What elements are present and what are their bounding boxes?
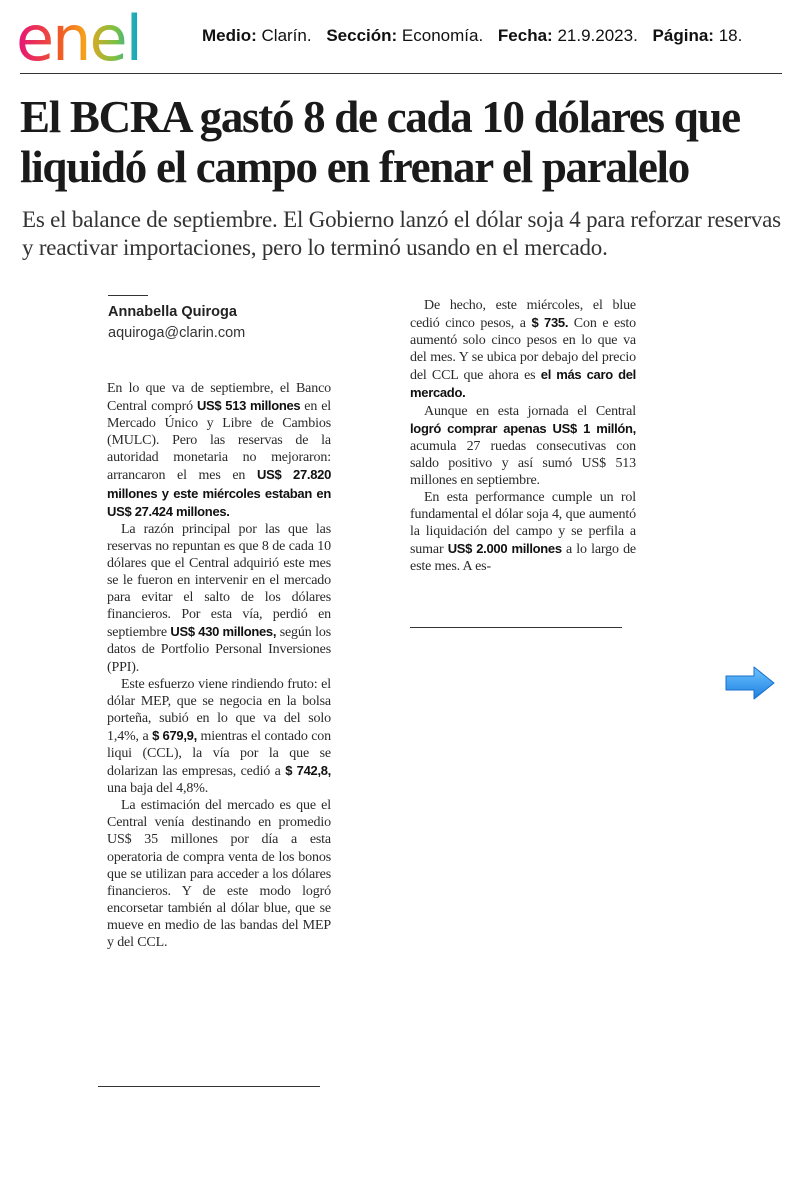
paragraph-4: La estimación del mercado es que el Central venía destinando en promedio US$ 35 millones por día a esta operatoria de compra venta de los bonos que se utilizan para acceder a los dólares financieros. Y de este modo logró encorsetar también al dólar blue, que se mueve en medio de las bandas del MEP y del CCL.	[107, 798, 331, 950]
medio-label: Medio:	[202, 26, 257, 45]
paragraph-2: La razón principal por las que las reservas no repuntan es que 8 de cada 10 dólares que el Central adquirió este mes se le fueron en intervenir en el mercado para evitar el salto de los dólares financieros. Por esta vía, perdió en septiembre US$ 430 millones, según los datos de Portfolio Personal Inversiones (PPI).	[107, 521, 331, 675]
article-headline: El BCRA gastó 8 de cada 10 dólares que liquidó el campo en frenar el paralelo	[20, 92, 740, 192]
article-column-2	[410, 297, 636, 576]
paragraph-6: Aunque en esta jornada el Central logró comprar apenas US$ 1 millón, acumula 27 ruedas consecutivas con saldo positivo y así sumó US$ 513 millones en septiembre.	[410, 403, 636, 488]
author-email: aquiroga@clarin.com	[108, 325, 246, 341]
enel-logo	[14, 6, 182, 66]
logo-wordmark: enel	[16, 6, 141, 66]
pagina-value: 18.	[718, 26, 743, 45]
paragraph-3: Este esfuerzo viene rindiendo fruto: el dólar MEP, que se negocia en la bolsa porteña, subió en lo que va del solo 1,4%, a $ 679,9, mientras el contado con liqui (CCL), la vía por la que se dolarizan las empresas, cedió a $ 742,8, una baja del 4,8%.	[107, 676, 331, 797]
article-subhead: Es el balance de septiembre. El Gobierno lanzó el dólar soja 4 para reforzar reservas y reactivar importaciones, pero lo terminó usando en el mercado.	[22, 207, 781, 260]
seccion-label: Sección:	[326, 26, 398, 45]
paragraph-7: En esta performance cumple un rol fundamental el dólar soja 4, que aumentó la liquidación del campo y se perfila a sumar US$ 2.000 millones a lo largo de este mes. A es-	[410, 490, 636, 575]
column-1-end-rule	[98, 1086, 320, 1087]
paragraph-1: En lo que va de septiembre, el Banco Central compró US$ 513 millones en el Mercado Único y Libre de Cambios (MULC). Pero las reservas de la autoridad monetaria no mejoraron: arrancaron el mes en US$ 27.820 millones y este miércoles estaban en US$ 27.424 millones.	[107, 381, 332, 519]
fecha-label: Fecha:	[497, 26, 553, 45]
article-column-1	[107, 380, 331, 951]
pagina-label: Página:	[652, 26, 714, 45]
medio-value: Clarín.	[261, 26, 312, 45]
source-metadata	[202, 26, 792, 46]
header-divider	[20, 73, 782, 74]
paragraph-5: De hecho, este miércoles, el blue cedió cinco pesos, a $ 735. Con e esto aumentó solo cinco pesos en lo que va del mes. Y se ubica por debajo del precio del CCL que ahora es el más caro del mercado.	[410, 298, 636, 401]
seccion-value: Economía.	[401, 26, 484, 45]
author-name: Annabella Quiroga	[108, 304, 237, 320]
byline-divider	[108, 295, 148, 296]
fecha-value: 21.9.2023.	[557, 26, 638, 45]
column-2-end-rule	[410, 627, 622, 628]
arrow-right-icon[interactable]	[724, 665, 776, 701]
